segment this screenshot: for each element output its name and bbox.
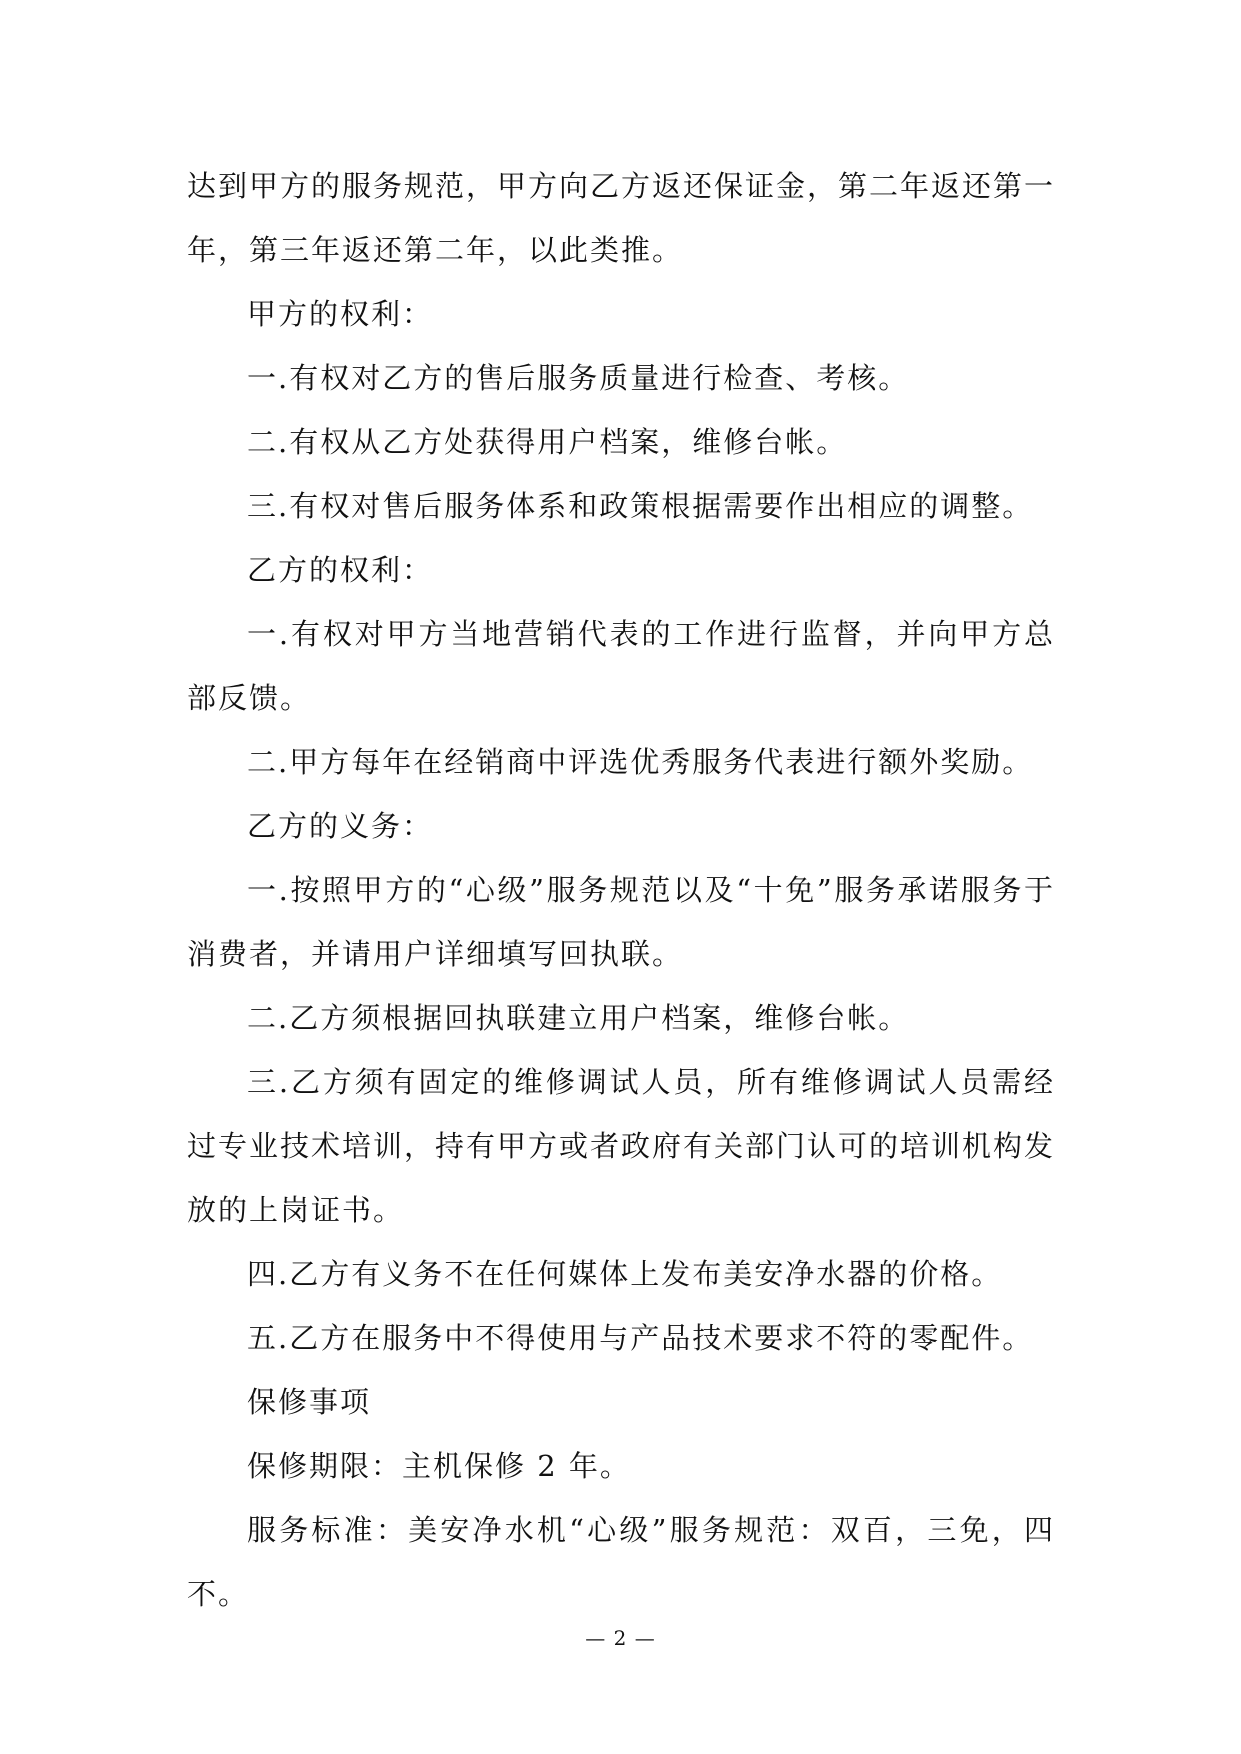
heading-warranty: 保修事项: [247, 1385, 372, 1419]
heading-party-a-rights: 甲方的权利：: [247, 297, 434, 331]
paragraph-b-right-2: 二.甲方每年在经销商中评选优秀服务代表进行额外奖励。: [247, 745, 1034, 779]
paragraph-b-obligation-2: 二.乙方须根据回执联建立用户档案，维修台帐。: [247, 1001, 910, 1035]
paragraph-b-obligation-5: 五.乙方在服务中不得使用与产品技术要求不符的零配件。: [247, 1321, 1034, 1355]
paragraph-a-right-3: 三.有权对售后服务体系和政策根据需要作出相应的调整。: [247, 489, 1034, 523]
paragraph-a-right-2: 二.有权从乙方处获得用户档案，维修台帐。: [247, 425, 848, 459]
paragraph-b-obligation-4: 四.乙方有义务不在任何媒体上发布美安净水器的价格。: [247, 1257, 1003, 1291]
heading-party-b-rights: 乙方的权利：: [247, 553, 434, 587]
paragraph-warranty-period: 保修期限：主机保修 2 年。: [247, 1449, 631, 1483]
page-number: — 2 —: [585, 1626, 656, 1650]
paragraph-a-right-1: 一.有权对乙方的售后服务质量进行检查、考核。: [247, 361, 910, 395]
heading-party-b-obligations: 乙方的义务：: [247, 809, 434, 843]
paragraph-b-right-1: 一.有权对甲方当地营销代表的工作进行监督，并向甲方总部反馈。: [187, 617, 1055, 715]
paragraph-service-standard: 服务标准：美安净水机“心级”服务规范：双百，三免，四不。: [187, 1513, 1055, 1611]
paragraph-b-obligation-3: 三.乙方须有固定的维修调试人员，所有维修调试人员需经过专业技术培训，持有甲方或者政府有关部门认可的培训机构发放的上岗证书。: [187, 1065, 1056, 1227]
paragraph-b-obligation-1: 一.按照甲方的“心级”服务规范以及“十免”服务承诺服务于消费者，并请用户详细填写回执联。: [187, 873, 1055, 971]
document-body: [187, 154, 1055, 1626]
paragraph-deposit-return: 达到甲方的服务规范，甲方向乙方返还保证金，第二年返还第一年，第三年返还第二年，以此类推。: [187, 169, 1056, 267]
